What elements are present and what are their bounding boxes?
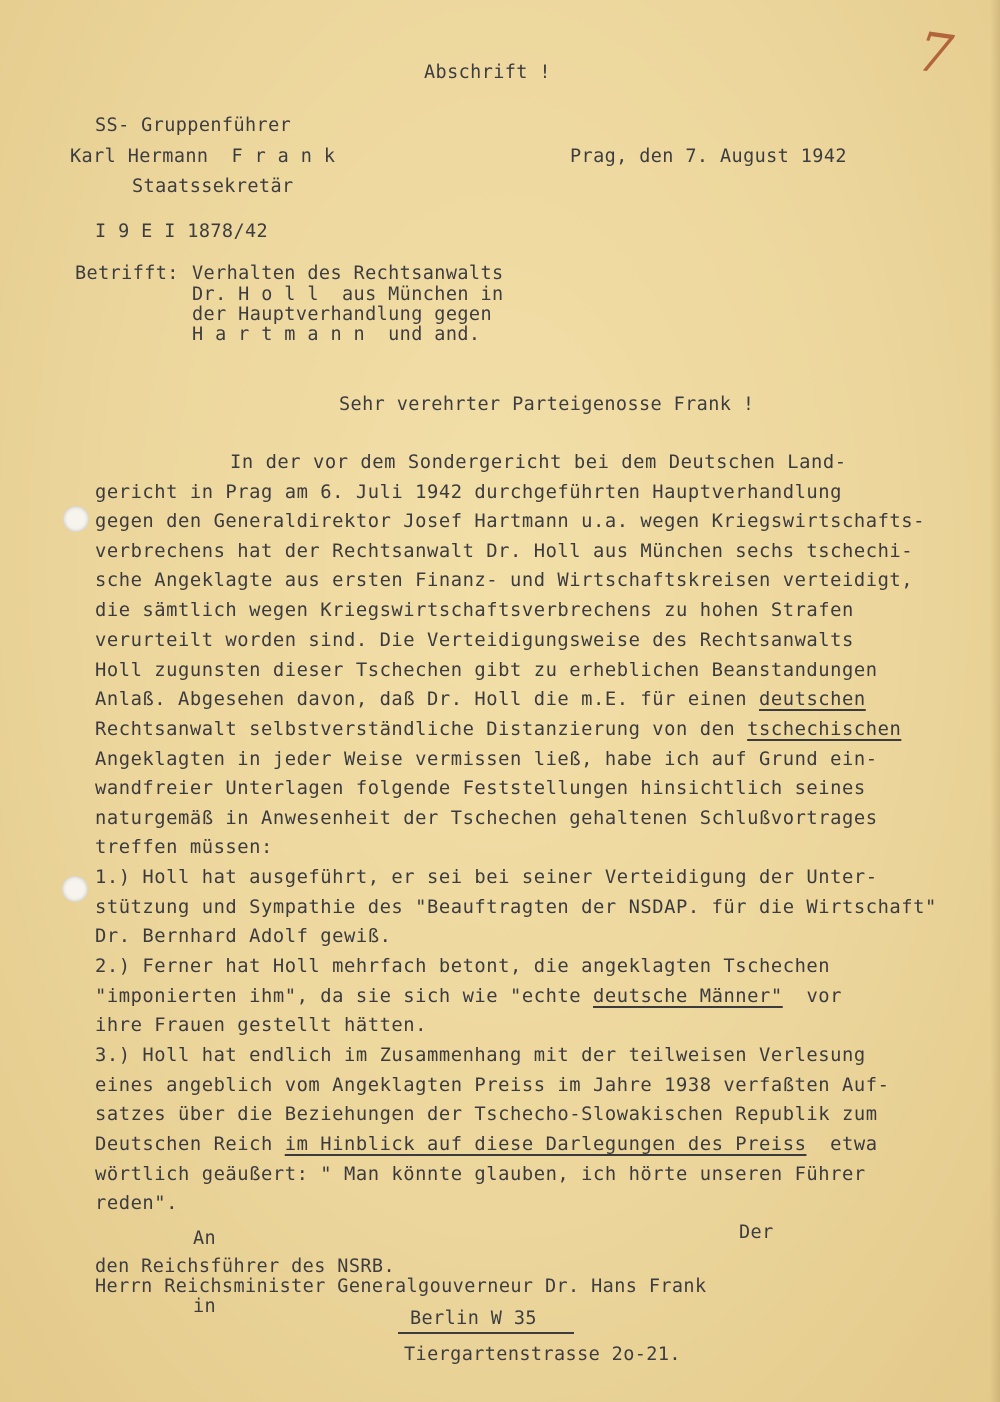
subject-line: der Hauptverhandlung gegen bbox=[192, 304, 492, 325]
body-line bbox=[95, 719, 901, 740]
body-line: gericht in Prag am 6. Juli 1942 durchgeführten Hauptverhandlung bbox=[95, 482, 843, 503]
body-line: treffen müssen: bbox=[95, 837, 273, 858]
address-line: Herrn Reichsminister Generalgouverneur Dr. Hans Frank bbox=[95, 1276, 707, 1297]
address-city: Berlin W 35 bbox=[410, 1308, 537, 1329]
body-line: wandfreier Unterlagen folgende Feststellungen hinsichtlich seines bbox=[95, 778, 866, 799]
body-text: Anlaß. Abgesehen davon, daß Dr. Holl die m.E. für einen bbox=[95, 689, 760, 710]
body-line: eines angeblich vom Angeklagten Preiss im Jahre 1938 verfaßten Auf- bbox=[95, 1075, 890, 1096]
body-line: Dr. Bernhard Adolf gewiß. bbox=[95, 926, 392, 947]
subject-line: H a r t m a n n und and. bbox=[192, 324, 481, 345]
city-underline bbox=[398, 1332, 574, 1334]
body-line: stützung und Sympathie des "Beauftragten der NSDAP. für die Wirtschaft" bbox=[95, 897, 937, 918]
sender-title: Staatssekretär bbox=[132, 176, 294, 197]
body-text: "imponierten ihm", da sie sich wie "echte bbox=[95, 986, 594, 1007]
sender-rank: SS- Gruppenführer bbox=[95, 115, 292, 136]
underlined-word: deutschen bbox=[759, 689, 866, 710]
body-line: In der vor dem Sondergericht bei dem Deutschen Land- bbox=[230, 452, 847, 473]
body-line bbox=[95, 1134, 878, 1155]
address-an: An bbox=[193, 1228, 217, 1249]
body-line: wörtlich geäußert: " Man könnte glauben, ich hörte unseren Führer bbox=[95, 1164, 866, 1185]
body-line: Angeklagten in jeder Weise vermissen ließ, habe ich auf Grund ein- bbox=[95, 749, 878, 770]
body-line: verbrechens hat der Rechtsanwalt Dr. Holl aus München sechs tschechi- bbox=[95, 541, 914, 562]
place-date: Prag, den 7. August 1942 bbox=[570, 146, 847, 167]
salutation: Sehr verehrter Parteigenosse Frank ! bbox=[339, 394, 755, 415]
body-text: vor bbox=[782, 986, 843, 1007]
body-line: naturgemäß in Anwesenheit der Tschechen gehaltenen Schlußvortrages bbox=[95, 808, 878, 829]
subject-line: Verhalten des Rechtsanwalts bbox=[192, 263, 504, 284]
copy-label: Abschrift ! bbox=[424, 62, 551, 83]
punch-hole-top bbox=[63, 506, 89, 532]
body-line bbox=[95, 986, 842, 1007]
body-line: 2.) Ferner hat Holl mehrfach betont, die angeklagten Tschechen bbox=[95, 956, 831, 977]
underlined-word: tschechischen bbox=[747, 719, 902, 740]
body-line: Holl zugunsten dieser Tschechen gibt zu erheblichen Beanstandungen bbox=[95, 660, 878, 681]
body-text: Rechtsanwalt selbstverständliche Distanzierung von den bbox=[95, 719, 748, 740]
underlined-phrase: im Hinblick auf diese Darlegungen des Preiss bbox=[284, 1134, 807, 1155]
paper-edge-shadow bbox=[990, 0, 1000, 1402]
body-line: ihre Frauen gestellt hätten. bbox=[95, 1015, 428, 1036]
address-line: den Reichsführer des NSRB. bbox=[95, 1256, 395, 1277]
punch-hole-bottom bbox=[62, 876, 88, 902]
sender-name: Karl Hermann F r a n k bbox=[70, 146, 336, 167]
reference-number: I 9 E I 1878/42 bbox=[95, 221, 269, 242]
address-in: in bbox=[193, 1296, 217, 1317]
body-line: gegen den Generaldirektor Josef Hartmann u.a. wegen Kriegswirtschafts- bbox=[95, 511, 926, 532]
body-line: 3.) Holl hat endlich im Zusammenhang mit der teilweisen Verlesung bbox=[95, 1045, 866, 1066]
address-street: Tiergartenstrasse 2o-21. bbox=[404, 1344, 681, 1365]
body-line: die sämtlich wegen Kriegswirtschaftsverbrechens zu hohen Strafen bbox=[95, 600, 854, 621]
subject-line: Dr. H o l l aus München in bbox=[192, 284, 504, 305]
body-line: 1.) Holl hat ausgeführt, er sei bei seiner Verteidigung der Unter- bbox=[95, 867, 878, 888]
handwritten-page-number: 7 bbox=[913, 19, 957, 88]
body-line: satzes über die Beziehungen der Tschecho-Slowakischen Republik zum bbox=[95, 1104, 878, 1125]
body-line: verurteilt worden sind. Die Verteidigungsweise des Rechtsanwalts bbox=[95, 630, 854, 651]
address-der: Der bbox=[739, 1222, 774, 1243]
underlined-phrase: deutsche Männer" bbox=[593, 986, 783, 1007]
subject-label: Betrifft: bbox=[75, 263, 179, 284]
body-line: sche Angeklagte aus ersten Finanz- und Wirtschaftskreisen verteidigt, bbox=[95, 570, 914, 591]
body-text: Deutschen Reich bbox=[95, 1134, 285, 1155]
body-line bbox=[95, 689, 866, 710]
body-line: reden". bbox=[95, 1193, 179, 1214]
body-text: etwa bbox=[806, 1134, 878, 1155]
